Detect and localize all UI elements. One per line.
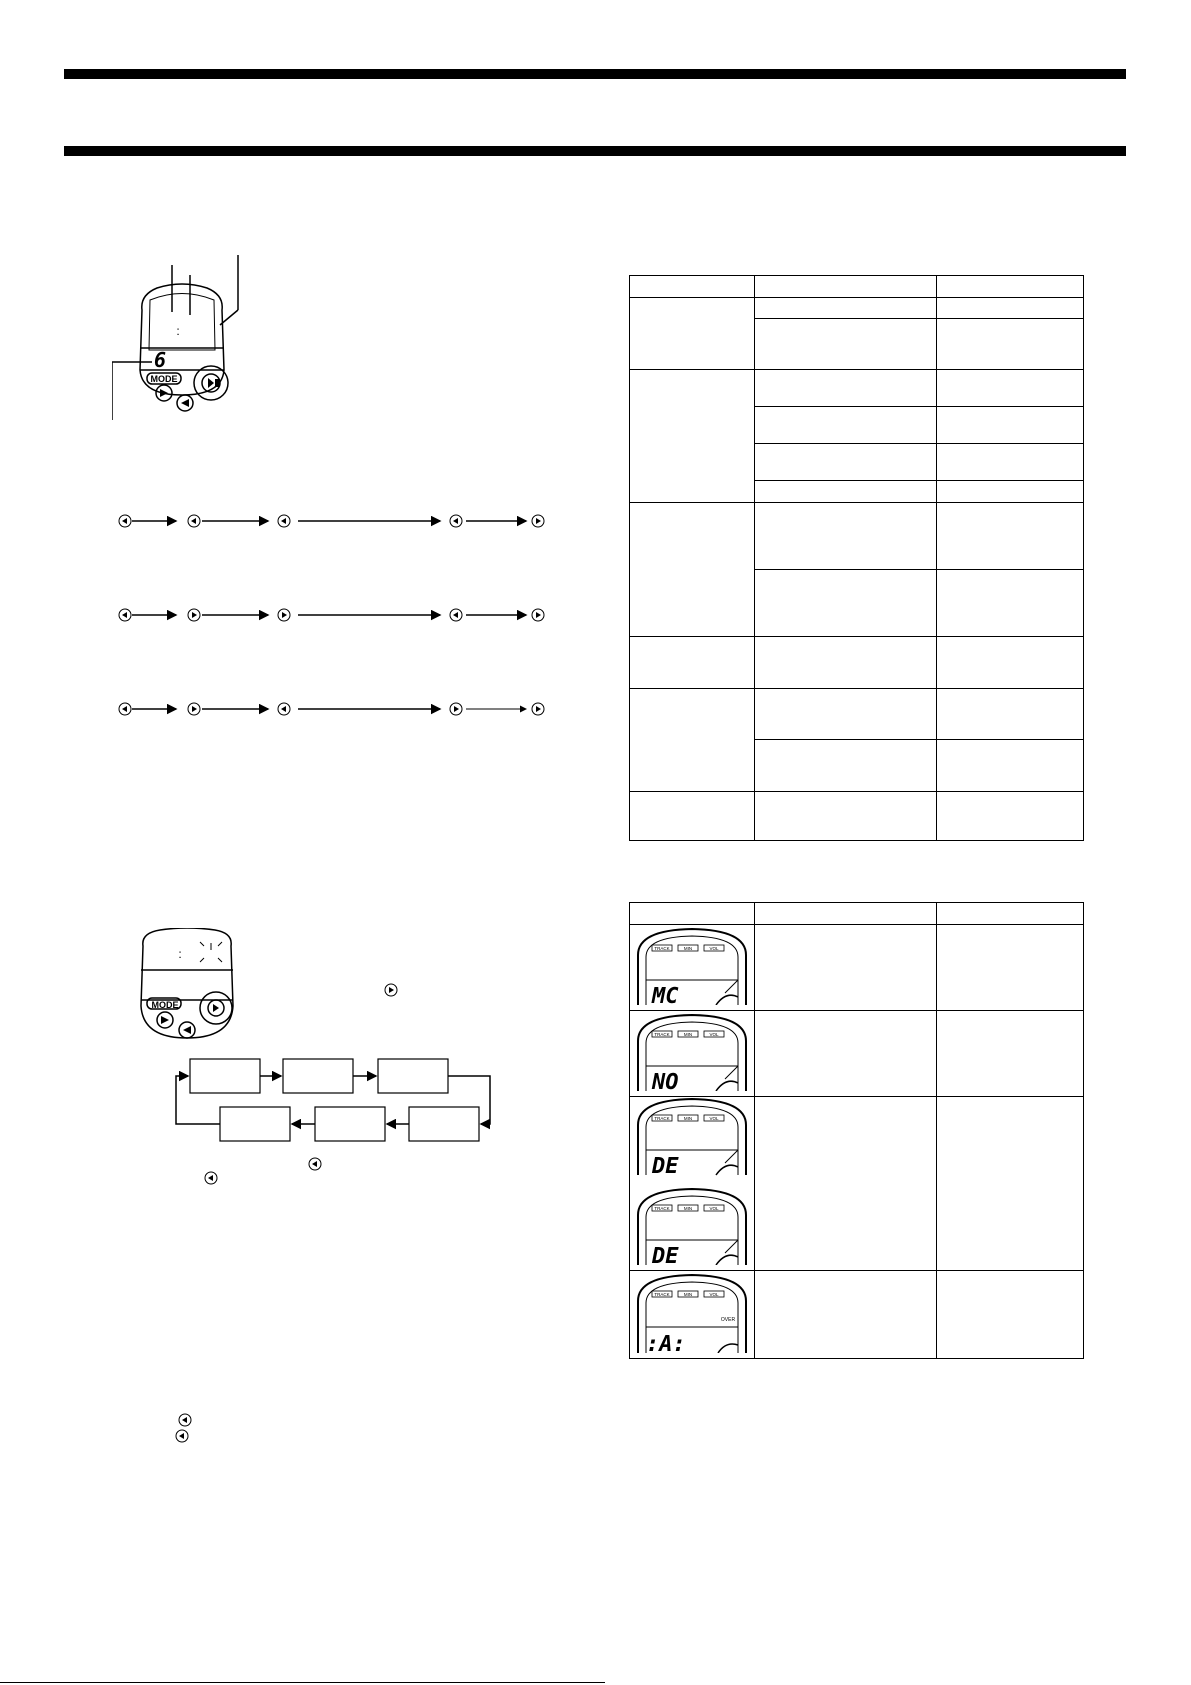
mode-label: MODE <box>150 374 178 384</box>
svg-text:TRACK: TRACK <box>654 1292 670 1297</box>
mode-label-2: MODE <box>151 1000 179 1010</box>
flow-box-4 <box>409 1107 479 1141</box>
flow-box-2 <box>283 1059 353 1093</box>
svg-text:VOL: VOL <box>709 1292 719 1297</box>
svg-text:MIN: MIN <box>683 1292 693 1297</box>
svg-text:VOL: VOL <box>709 946 719 951</box>
table-row <box>630 1097 1084 1271</box>
svg-text:VOL: VOL <box>709 1032 719 1037</box>
rewind-button-icon <box>204 1171 218 1185</box>
table-row <box>630 637 1084 689</box>
lcd-text: MC <box>652 984 679 1005</box>
table-row <box>630 503 1084 570</box>
over-label: OVER <box>720 1317 736 1323</box>
lcd-illustration <box>630 925 754 1005</box>
flow-box-5 <box>315 1107 385 1141</box>
watch-face-diagram-1 <box>112 255 252 425</box>
table-row <box>630 925 1084 1011</box>
lcd-illustration <box>630 1011 754 1091</box>
table-row <box>630 1011 1084 1097</box>
svg-text:VOL: VOL <box>709 1206 719 1211</box>
rewind-button-icon <box>308 1157 322 1171</box>
table-header-row <box>630 903 1084 925</box>
lcd-illustration <box>630 1097 754 1265</box>
svg-text:MIN: MIN <box>683 1116 693 1121</box>
rewind-button-icon <box>181 399 189 407</box>
time-colon: : <box>176 324 180 338</box>
lcd-text: DE <box>652 1154 679 1179</box>
svg-text:VOL: VOL <box>709 1116 719 1121</box>
lcd-text: NO <box>652 1070 679 1091</box>
button-sequences <box>118 505 548 720</box>
indicator-table <box>629 902 1084 1359</box>
table-row <box>630 1271 1084 1359</box>
table-row <box>630 298 1084 319</box>
lcd-text: :A: <box>646 1332 686 1353</box>
header-rule-top <box>64 69 1126 79</box>
lcd-text: DE <box>652 1244 679 1265</box>
play-stop-icon-2 <box>213 1004 219 1012</box>
table-row <box>630 370 1084 407</box>
svg-text:MIN: MIN <box>683 946 693 951</box>
flow-box-1 <box>190 1059 260 1093</box>
flow-box-6 <box>220 1107 290 1141</box>
flow-box-3 <box>378 1059 448 1093</box>
mode-table <box>629 275 1084 841</box>
rewind-button-icon <box>175 1429 189 1443</box>
forward-button-icon <box>384 983 398 997</box>
svg-text:MIN: MIN <box>683 1206 693 1211</box>
rewind-button-icon <box>178 1413 192 1427</box>
cycle-flow-diagram <box>170 1055 500 1150</box>
forward-button-icon <box>160 389 168 397</box>
svg-text:TRACK: TRACK <box>654 946 670 951</box>
header-rule-bottom <box>64 146 1126 156</box>
watch-face-diagram-2 <box>125 928 250 1043</box>
footer-rule <box>0 1682 605 1683</box>
table-header-row <box>630 276 1084 298</box>
segment-digit: 6 <box>154 348 167 372</box>
svg-text:TRACK: TRACK <box>654 1032 670 1037</box>
svg-text:TRACK: TRACK <box>654 1206 670 1211</box>
table-row <box>630 689 1084 740</box>
svg-text:MIN: MIN <box>683 1032 693 1037</box>
table-row <box>630 792 1084 841</box>
lcd-illustration <box>630 1271 754 1353</box>
play-stop-icon <box>208 378 214 388</box>
time-colon-2: : <box>178 947 182 961</box>
svg-text:TRACK: TRACK <box>654 1116 670 1121</box>
